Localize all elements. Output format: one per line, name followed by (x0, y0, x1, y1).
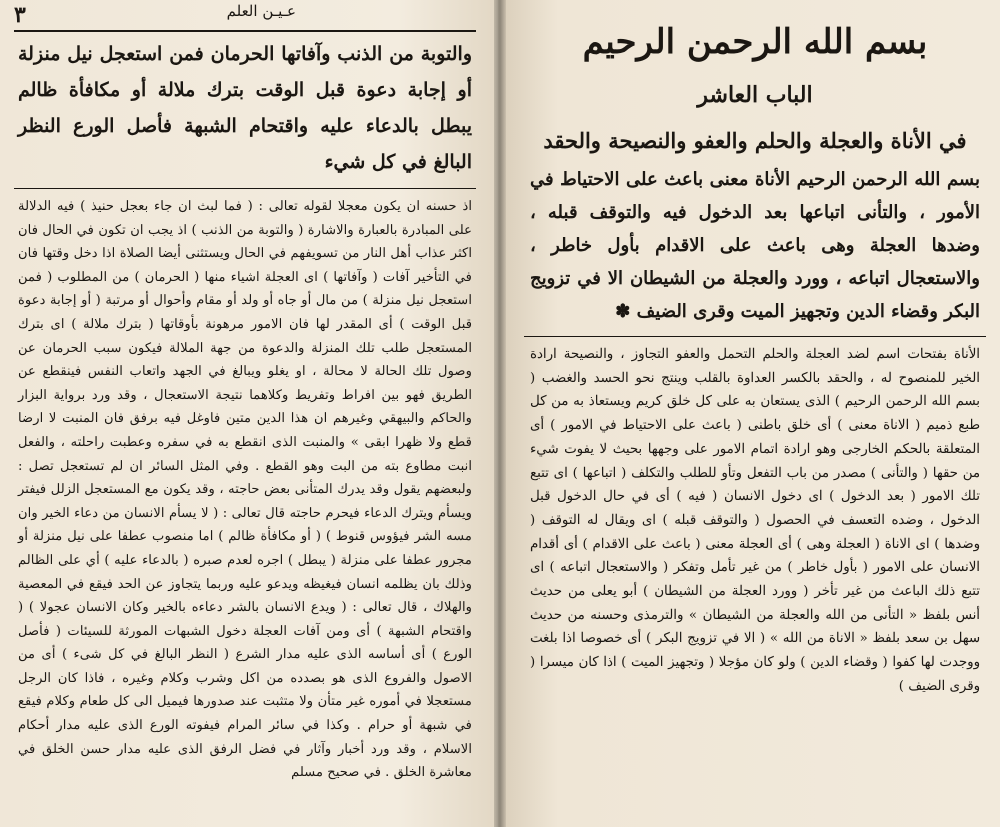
running-head-title: عـيـن العلم (226, 2, 296, 20)
running-head (14, 0, 476, 28)
chapter-title: الباب العاشر (697, 82, 813, 108)
matn-text: والتوبة من الذنب وآفاتها الحرمان فمن استعجل نيل منزلة أو إجابة دعوة قبل الوقت بترك ملالة أو مكافأة ظالم يبطل بالدعاء عليه واقتحام الشبهة فأصل الورع النظر البالغ في كل شيء (18, 43, 472, 173)
commentary-text: اذ حسنه ان يكون معجلا لقوله تعالى : ( فما لبث ان جاء بعجل حنيذ ) فيه الدلالة على المبادرة بالعبارة والاشارة ( والتوبة من الذنب ) اذ يجب ان تكون في الحال فان اكثر عذاب أهل النار من تسويفهم في الحال ويستثنى أيضا الصلاة اذا دخل وقتها فان في التأخير آفات ( وآفاتها ) اى العجلة اشياء منها ( الحرمان ) من المطلوب ( فمن استعجل نيل منزلة ) من مال أو جاه أو ولد أو مقام وأحوال أو مرتبة ( أو إجابة دعوة قبل الوقت ) أى المقدر لها فان الامور مرهونة بأوقاتها ( بترك ملالة ) اى بترك المستعجل طلب تلك المنزلة والدعوة من جهة الملالة فيكون سبب الحرمان عن وصول تلك الحالة لا محالة ، او يغلو ويبالغ في الجهد واتعاب النفس فينقطع عن الطريق فهو بين افراط وتفريط وكلاهما نتيجة الاستعجال ، وقد ورد برواية البزار والحاكم والبيهقي وغيرهم ان هذا الدين متين فاوغل فيه برفق فان المنبت لا ارضا قطع ولا ظهرا ابقى » والمنبت الذى انقطع به في سفره وعطبت راحلته ، والفعل انبت مطاوع بته من البت وهو القطع . وفي المثل السائر ان لم تستعجل تصل : ولبعضهم يقول وقد يدرك المتأنى بعض حاجته ، وقد يكون مع المستعجل الزلل فيفتر ويسأم ويترك الدعاء فيحرم حاجته قال تعالى : ( لا يسأم الانسان من دعاء الخير وان مسه الشر فيؤوس قنوط ) ( أو مكافأة ظالم ) اما منصوب عطفا على نيل منزلة أو مجرور عطفا على منزلة ( يبطل ) اجره لعدم صبره ( بالدعاء عليه ) أي على الظالم وذلك بان يظلمه انسان فيغيظه ويدعو عليه وربما يتجاوز عن الحد فيقع في المعصية والهلاك ، قال تعالى : ( ويدع الانسان بالشر دعاءه بالخير وكان الانسان عجولا ) ( واقتحام الشبهة ) أى ومن آفات العجلة دخول الشبهات المورثة للسيئات ( فأصل الورع ) أى أساسه الذى عليه مدار الشرع ( النظر البالغ في كل شىء ) أى من الاصول والفروع الذى هو بصدده من اكل وشرب وكلام وغيره ، فاذا كان الرجل مستعجلا في أموره غير متأن ولا متثبت عند صدورها فيميل الى كل طعام وكلام فيقع في شبهة أو حرام . وكذا في سائر المرام فيفوته الورع الذى عليه مدار أحكام الاسلام ، وقد ورد أخبار وآثار في فضل الرفق الذى عليه مدار حسن الخلق في معاشرة الخلق . في صحيح مسلم (18, 199, 472, 781)
matn-text: بسم الله الرحمن الرحيم الأناة معنى باعث على الاحتياط في الأمور ، والتأنى اتباعها بعد الدخول فيه والتوقف قبله ، وضدها العجلة وهى باعث على الاقدام بأول خاطر ، والاستعجال اتباعه ، وورد والعجلة من الشيطان الا في تزويج البكر وقضاء الدين وتجهيز الميت وقرى الضيف ✽ (530, 169, 980, 322)
left-page (0, 0, 498, 827)
matn-divider (14, 188, 476, 189)
commentary-text: الأناة بفتحات اسم لضد العجلة والحلم التحمل والعفو التجاوز ، والنصيحة ارادة الخير للمنصوح له ، والحقد بالكسر العداوة بالقلب وينتج نحو الحسد والغضب ( بسم الله الرحمن الرحيم ) الذى يستعان به على كل خلق كريم ويستعاذ به من كل طبع ذميم ( الاناة معنى ) أى خلق باطنى ( باعث على الاحتياط في الامور ) أى المتعلقة بالحكم الخارجى وهو ارادة اتمام الامور على وجهها بحيث لا يفوت شيء من حقها ( والتأنى ) مصدر من باب التفعل وتأو للطلب والتكلف ( اتباعها ) اى تتبع تلك الامور ( بعد الدخول ) اى دخول الانسان ( فيه ) أى في حال الدخول قبل الدخول ، وضده التعسف في الحصول ( والتوقف قبله ) اى ويقال له التوقف ( وضدها ) اى الاناة ( العجلة وهى ) أى العجلة معنى ( باعث على الاقدام ) أى أقدام الانسان على الامور ( بأول خاطر ) من غير تأمل وتفكر ( والاستعجال اتباعه ) اى تتبع ذلك الباعث من غير تأخر ( وورد العجلة من الشيطان ) أبو يعلى من حديث أنس بلفظ « التأنى من الله والعجلة من الشيطان » والترمذى وحسنه من حديث سهل بن سعد بلفظ « الاناة من الله » ( الا في تزويج البكر ) أى خصوصا اذا بلغت ووجدت لها كفوا ( وقضاء الدين ) ولو كان مؤجلا ( وتجهيز الميت ) اذا كان ميسرا ( وقرى الضيف ) (530, 347, 980, 694)
right-page (498, 0, 1000, 827)
matn-divider (524, 336, 986, 337)
basmala-calligraphy: بسم الله الرحمن الرحيم (582, 22, 928, 62)
page-number: ٣ (14, 2, 26, 28)
book-gutter (494, 0, 506, 827)
header-rule (14, 30, 476, 32)
chapter-subtitle: في الأناة والعجلة والحلم والعفو والنصيحة والحقد (543, 128, 967, 153)
